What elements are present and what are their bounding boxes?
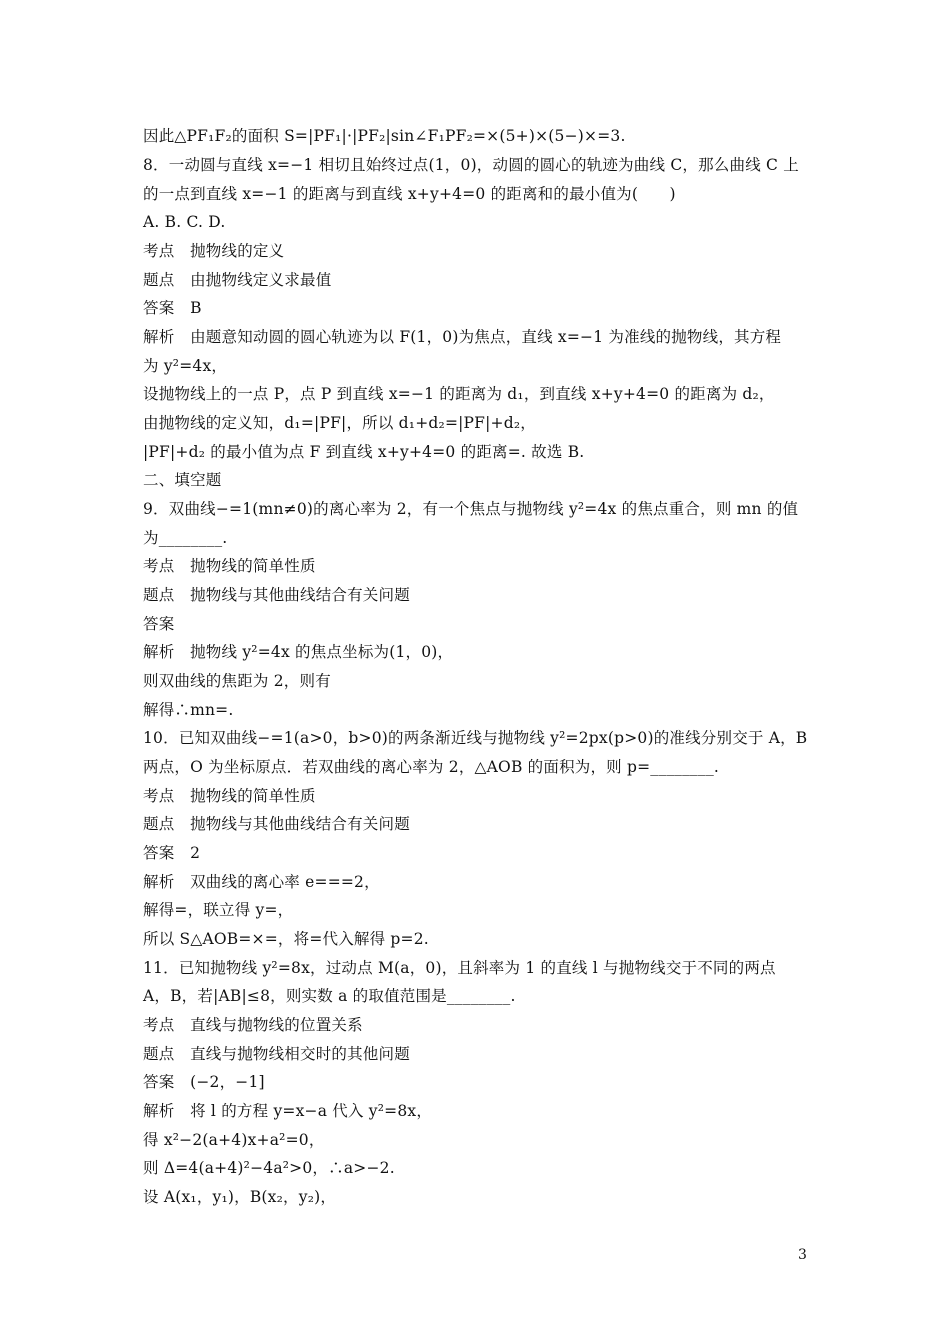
text-line: 答案 B (143, 299, 202, 317)
text-line: 8．一动圆与直线 x=−1 相切且始终过点(1，0)，动圆的圆心的轨迹为曲线 C，那么曲线 C 上 (143, 156, 799, 174)
text-line: 11．已知抛物线 y²=8x，过动点 M(a，0)，且斜率为 1 的直线 l 与抛物线交于不同的两点 (143, 959, 776, 977)
text-line: 两点，O 为坐标原点．若双曲线的离心率为 2，△AOB 的面积为，则 p=________. (143, 758, 720, 776)
text-line: 9．双曲线−=1(mn≠0)的离心率为 2，有一个焦点与抛物线 y²=4x 的焦点重合，则 mn 的值 (143, 500, 799, 518)
text-line: 题点 直线与抛物线相交时的其他问题 (143, 1045, 410, 1063)
section-heading: 二、填空题 (143, 471, 222, 489)
text-line: 考点 直线与抛物线的位置关系 (143, 1016, 363, 1034)
text-line: 10．已知双曲线−=1(a>0，b>0)的两条渐近线与抛物线 y²=2px(p>0)的准线分别交于 A，B (143, 729, 808, 747)
text-line: 则双曲线的焦距为 2，则有 (143, 672, 331, 690)
text-line: 解得=，联立得 y=， (143, 901, 294, 919)
text-line: 因此△PF₁F₂的面积 S=|PF₁|·|PF₂|sin∠F₁PF₂=×(5+)×(5−)×=3. (143, 127, 626, 145)
text-line: 设 A(x₁，y₁)，B(x₂，y₂)， (143, 1188, 337, 1206)
text-line: A. B. C. D. (143, 213, 226, 231)
text-line: 解析 双曲线的离心率 e===2， (143, 873, 380, 891)
text-line: A，B，若|AB|≤8，则实数 a 的取值范围是________. (143, 987, 516, 1005)
text-line: |PF|+d₂ 的最小值为点 F 到直线 x+y+4=0 的距离=. 故选 B. (143, 443, 585, 461)
text-line: 考点 抛物线的简单性质 (143, 787, 316, 805)
text-line: 得 x²−2(a+4)x+a²=0， (143, 1131, 325, 1149)
text-line: 答案 2 (143, 844, 201, 862)
text-line: 题点 抛物线与其他曲线结合有关问题 (143, 586, 410, 604)
text-line: 所以 S△AOB=×=，将=代入解得 p=2. (143, 930, 429, 948)
text-line: 考点 抛物线的简单性质 (143, 557, 316, 575)
page-number: 3 (798, 1247, 807, 1263)
text-line: 题点 由抛物线定义求最值 (143, 271, 332, 289)
text-line: 由抛物线的定义知，d₁=|PF|，所以 d₁+d₂=|PF|+d₂， (143, 414, 536, 432)
text-line: 的一点到直线 x=−1 的距离与到直线 x+y+4=0 的距离和的最小值为( ) (143, 185, 676, 203)
text-line: 解析 抛物线 y²=4x 的焦点坐标为(1，0)， (143, 643, 454, 661)
text-line: 解析 将 l 的方程 y=x−a 代入 y²=8x， (143, 1102, 433, 1120)
text-line: 考点 抛物线的定义 (143, 242, 285, 260)
text-line: 设抛物线上的一点 P，点 P 到直线 x=−1 的距离为 d₁，到直线 x+y+4=0 的距离为 d₂， (143, 385, 775, 403)
text-line: 解析 由题意知动圆的圆心轨迹为以 F(1，0)为焦点，直线 x=−1 为准线的抛物线，其方程 (143, 328, 782, 346)
text-line: 答案 (−2，−1] (143, 1073, 265, 1091)
text-line: 则 Δ=4(a+4)²−4a²>0，∴a>−2. (143, 1159, 395, 1177)
text-line: 答案 (143, 615, 175, 633)
text-line: 题点 抛物线与其他曲线结合有关问题 (143, 815, 410, 833)
text-line: 为 y²=4x， (143, 357, 228, 375)
text-line: 为________. (143, 529, 228, 547)
text-line: 解得∴mn=. (143, 701, 234, 719)
